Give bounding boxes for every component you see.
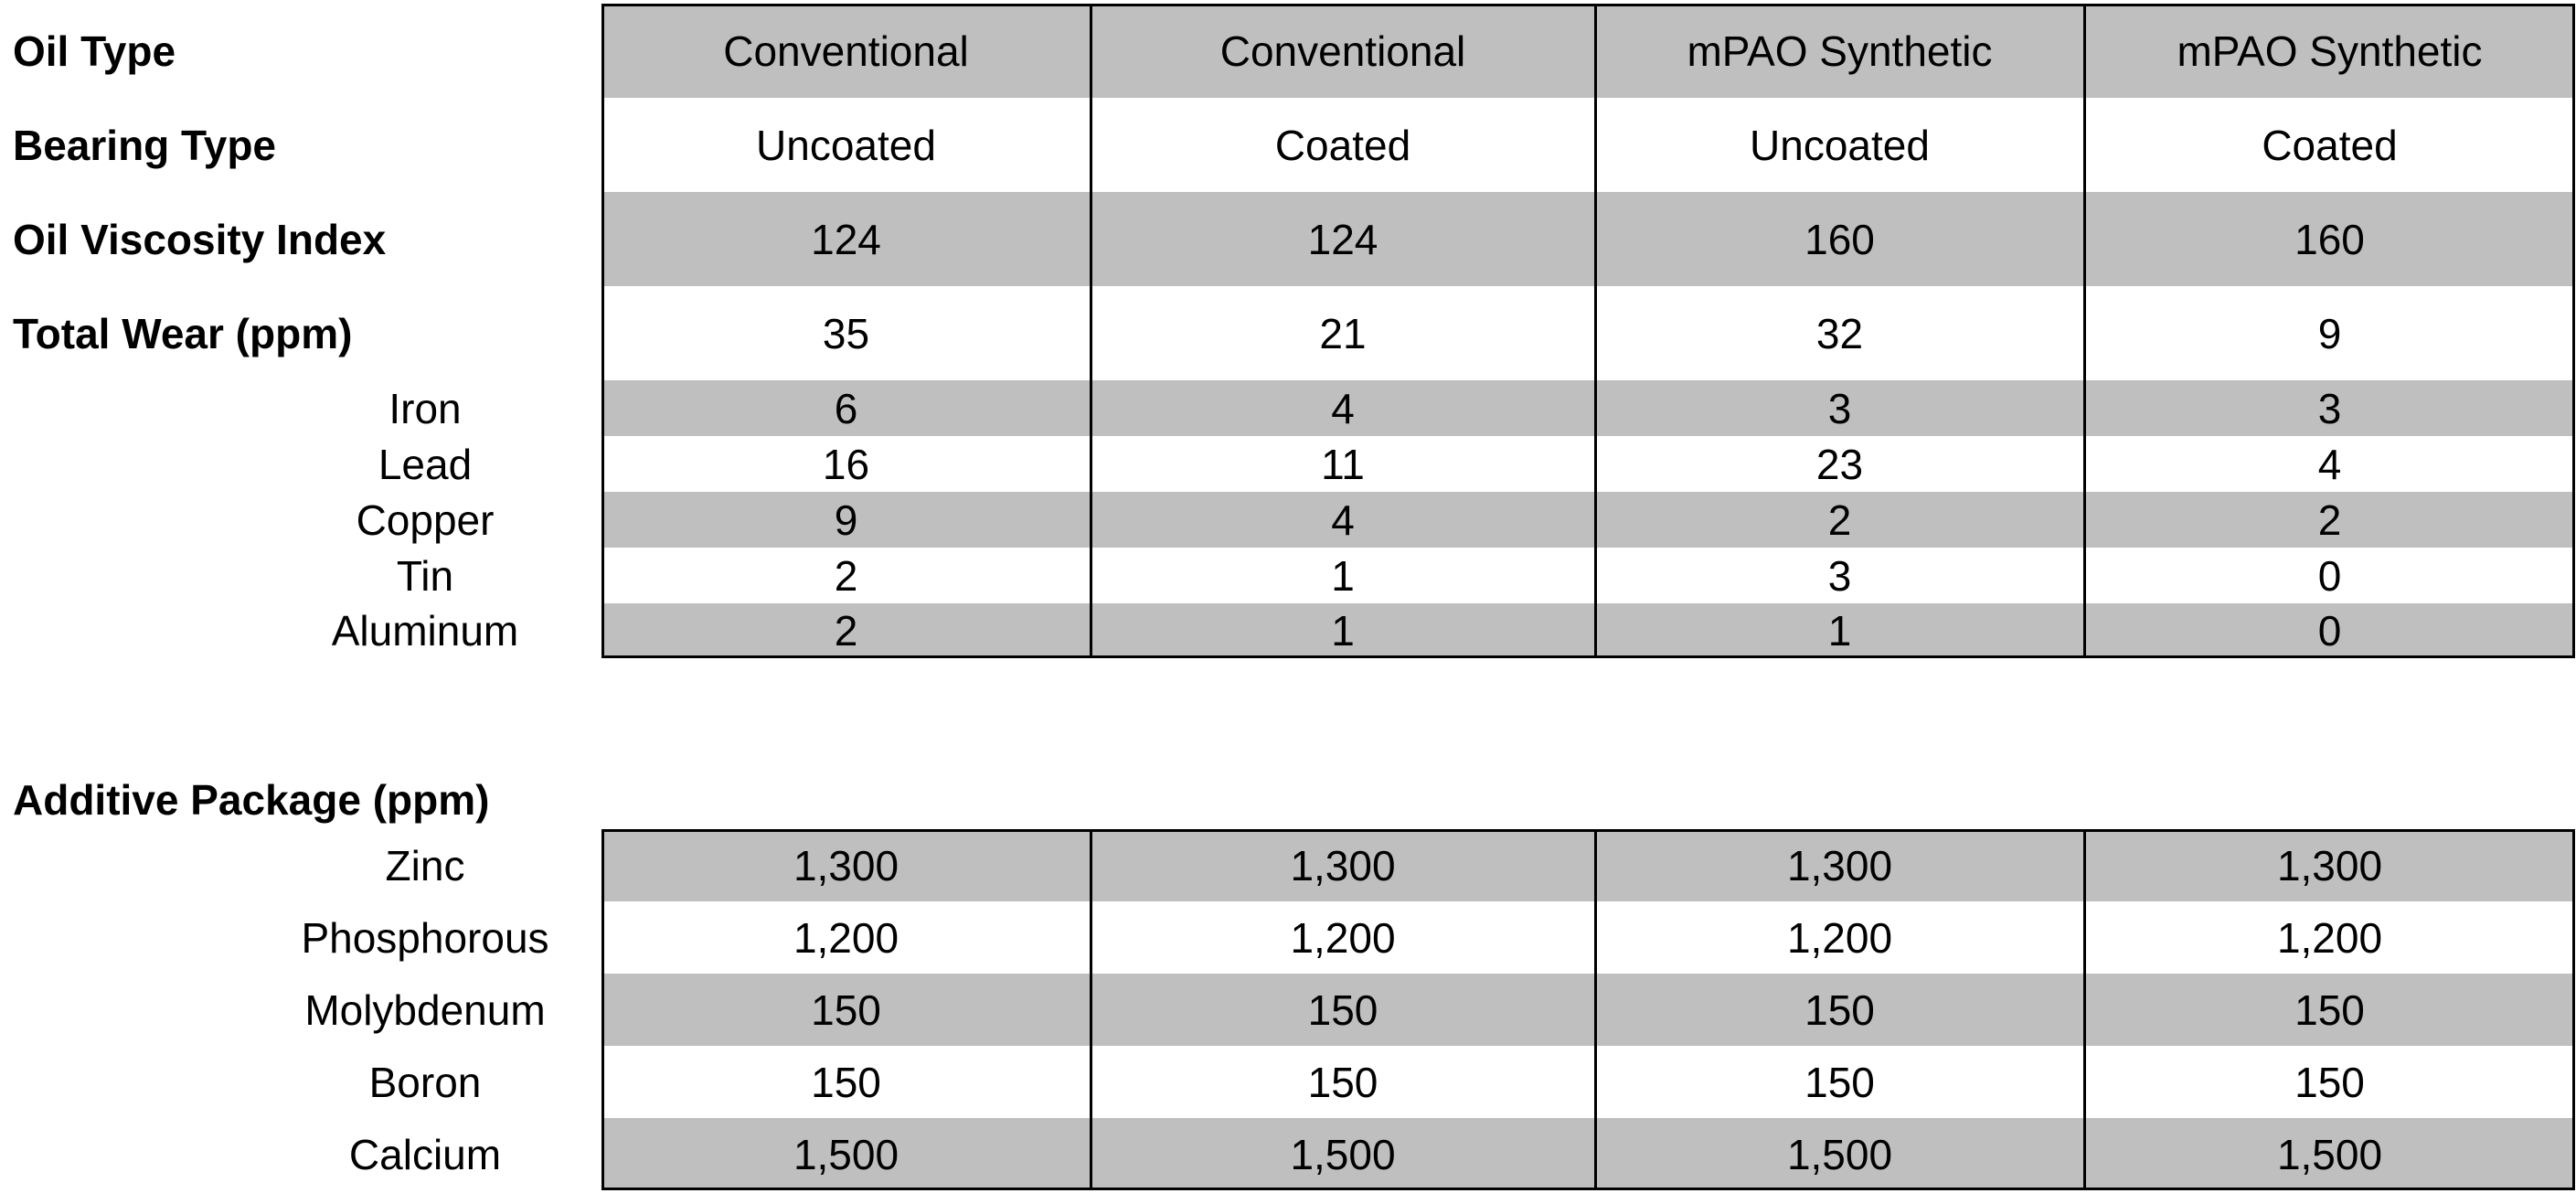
cell-total-wear-ppm-col1: 35 (822, 309, 870, 357)
row-label-aluminum: Aluminum (331, 607, 519, 655)
cell-boron-col2: 150 (1307, 1058, 1378, 1106)
row-label-calcium: Calcium (348, 1130, 502, 1178)
cell-oil-viscosity-index-col2: 124 (1307, 215, 1378, 263)
cell-copper-col4: 2 (2317, 495, 2342, 544)
cell-iron-col3: 3 (1827, 384, 1852, 432)
row-label-oil-viscosity-index: Oil Viscosity Index (13, 215, 387, 263)
cell-calcium-col1: 1,500 (793, 1130, 899, 1178)
cell-zinc-col4: 1,300 (2276, 841, 2383, 889)
cell-lead-col2: 11 (1321, 440, 1365, 488)
cell-boron-col1: 150 (811, 1058, 881, 1106)
cell-iron-col4: 3 (2317, 384, 2342, 432)
row-label-tin: Tin (396, 551, 454, 600)
cell-calcium-col2: 1,500 (1290, 1130, 1396, 1178)
cell-oil-type-col4: mPAO Synthetic (2177, 27, 2483, 75)
cell-oil-viscosity-index-col1: 124 (811, 215, 881, 263)
cell-tin-col4: 0 (2317, 551, 2342, 600)
cell-total-wear-ppm-col3: 32 (1815, 309, 1864, 357)
cell-phosphorous-col2: 1,200 (1290, 913, 1396, 962)
cell-copper-col3: 2 (1827, 495, 1852, 544)
cell-oil-viscosity-index-col3: 160 (1804, 215, 1875, 263)
cell-oil-viscosity-index-col4: 160 (2294, 215, 2365, 263)
row-label-total-wear-ppm: Total Wear (ppm) (13, 309, 353, 357)
column-divider-1 (1090, 829, 1092, 1190)
cell-molybdenum-col2: 150 (1307, 985, 1378, 1034)
row-label-copper: Copper (356, 495, 495, 544)
column-divider-1 (1090, 4, 1092, 658)
cell-tin-col1: 2 (834, 551, 858, 600)
row-label-oil-type: Oil Type (13, 27, 176, 75)
cell-oil-type-col3: mPAO Synthetic (1687, 27, 1993, 75)
cell-bearing-type-col1: Uncoated (756, 121, 936, 169)
cell-total-wear-ppm-col2: 21 (1319, 309, 1367, 357)
column-divider-3 (2083, 829, 2086, 1190)
column-divider-2 (1594, 829, 1597, 1190)
cell-zinc-col3: 1,300 (1786, 841, 1893, 889)
cell-iron-col1: 6 (834, 384, 858, 432)
cell-tin-col3: 3 (1827, 551, 1852, 600)
cell-aluminum-col1: 2 (834, 607, 858, 655)
column-divider-3 (2083, 4, 2086, 658)
cell-phosphorous-col3: 1,200 (1786, 913, 1893, 962)
row-label-boron: Boron (368, 1058, 482, 1106)
cell-molybdenum-col3: 150 (1804, 985, 1875, 1034)
cell-oil-type-col1: Conventional (723, 27, 969, 75)
cell-boron-col3: 150 (1804, 1058, 1875, 1106)
cell-bearing-type-col4: Coated (2262, 121, 2398, 169)
cell-iron-col2: 4 (1331, 384, 1355, 432)
cell-aluminum-col4: 0 (2317, 607, 2342, 655)
cell-phosphorous-col1: 1,200 (793, 913, 899, 962)
cell-boron-col4: 150 (2294, 1058, 2365, 1106)
cell-total-wear-ppm-col4: 9 (2317, 309, 2342, 357)
cell-bearing-type-col2: Coated (1274, 121, 1411, 169)
row-label-phosphorous: Phosphorous (301, 913, 549, 962)
cell-calcium-col4: 1,500 (2276, 1130, 2383, 1178)
cell-zinc-col1: 1,300 (793, 841, 899, 889)
row-label-bearing-type: Bearing Type (13, 121, 276, 169)
cell-copper-col1: 9 (834, 495, 858, 544)
cell-molybdenum-col4: 150 (2294, 985, 2365, 1034)
row-label-iron: Iron (389, 384, 462, 432)
cell-molybdenum-col1: 150 (811, 985, 881, 1034)
additive-package-title: Additive Package (ppm) (13, 776, 490, 824)
cell-tin-col2: 1 (1331, 551, 1355, 600)
column-divider-2 (1594, 4, 1597, 658)
row-label-molybdenum: Molybdenum (304, 985, 546, 1034)
cell-bearing-type-col3: Uncoated (1750, 121, 1930, 169)
cell-lead-col1: 16 (822, 440, 870, 488)
row-label-lead: Lead (378, 440, 473, 488)
cell-phosphorous-col4: 1,200 (2276, 913, 2383, 962)
row-label-zinc: Zinc (385, 841, 465, 889)
cell-oil-type-col2: Conventional (1219, 27, 1466, 75)
cell-aluminum-col2: 1 (1331, 607, 1355, 655)
cell-lead-col4: 4 (2317, 440, 2342, 488)
cell-zinc-col2: 1,300 (1290, 841, 1396, 889)
cell-copper-col2: 4 (1331, 495, 1355, 544)
cell-aluminum-col3: 1 (1827, 607, 1852, 655)
cell-calcium-col3: 1,500 (1786, 1130, 1893, 1178)
cell-lead-col3: 23 (1815, 440, 1864, 488)
